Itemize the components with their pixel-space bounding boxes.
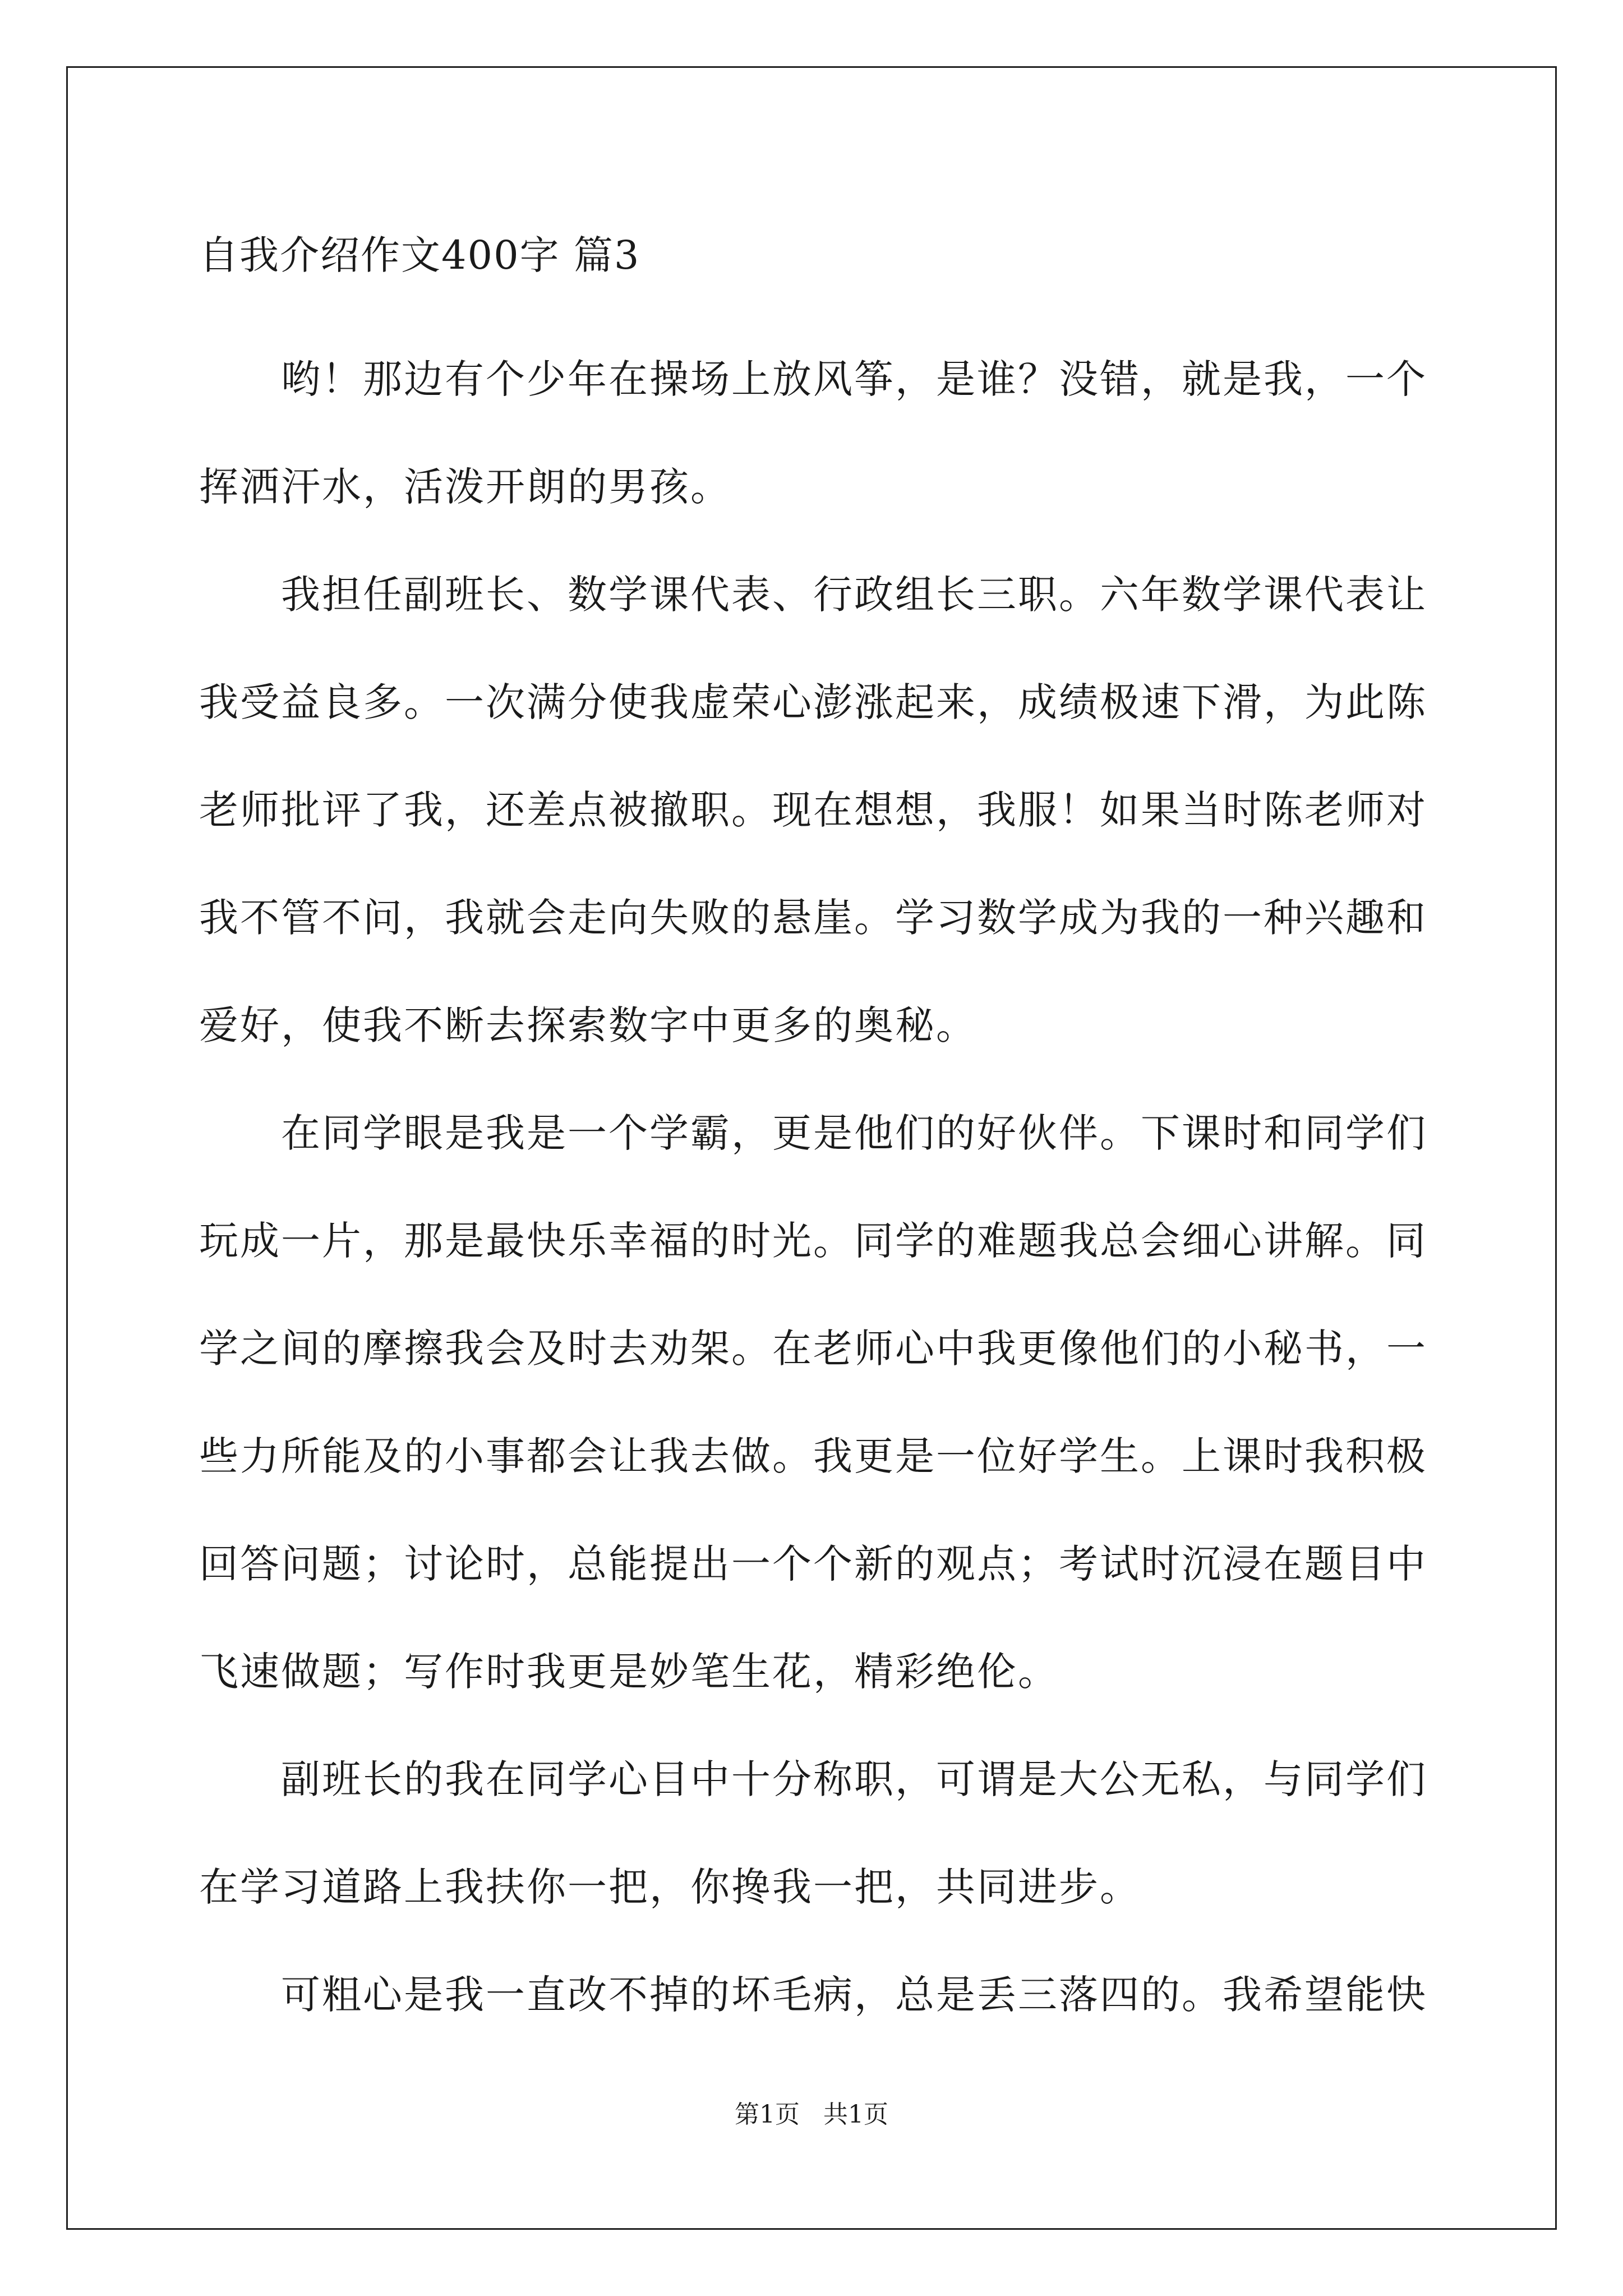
paragraph-5: 可粗心是我一直改不掉的坏毛病，总是丢三落四的。我希望能快 [281, 1972, 1427, 2018]
document-body [199, 213, 1427, 2049]
paragraph-4: 副班长的我在同学心目中十分称职，可谓是大公无私，与同学们在学习道路上我扶你一把，你搀我一把，共同进步。 [199, 1756, 1427, 1910]
paragraph-3: 在同学眼是我是一个学霸，更是他们的好伙伴。下课时和同学们玩成一片，那是最快乐幸福的时光。同学的难题我总会细心讲解。同学之间的摩擦我会及时去劝架。在老师心中我更像他们的小秘书，一些力所能及的小事都会让我去做。我更是一位好学生。上课时我积极回答问题；讨论时，总能提出一个个新的观点；考试时沉浸在题目中飞速做题；写作时我更是妙笔生花，精彩绝伦。 [199, 1110, 1427, 1695]
paragraph-1: 哟！那边有个少年在操场上放风筝，是谁？没错，就是我，一个挥洒汗水，活泼开朗的男孩。 [199, 356, 1427, 510]
document-title: 自我介绍作文400字 篇3 [199, 232, 640, 278]
paragraph-2: 我担任副班长、数学课代表、行政组长三职。六年数学课代表让我受益良多。一次满分使我虚荣心澎涨起来，成绩极速下滑，为此陈老师批评了我，还差点被撤职。现在想想，我服！如果当时陈老师对我不管不问，我就会走向失败的悬崖。学习数学成为我的一种兴趣和爱好，使我不断去探索数字中更多的奥秘。 [199, 572, 1427, 1048]
page-number-footer: 第1页 共1页 [735, 2100, 888, 2129]
